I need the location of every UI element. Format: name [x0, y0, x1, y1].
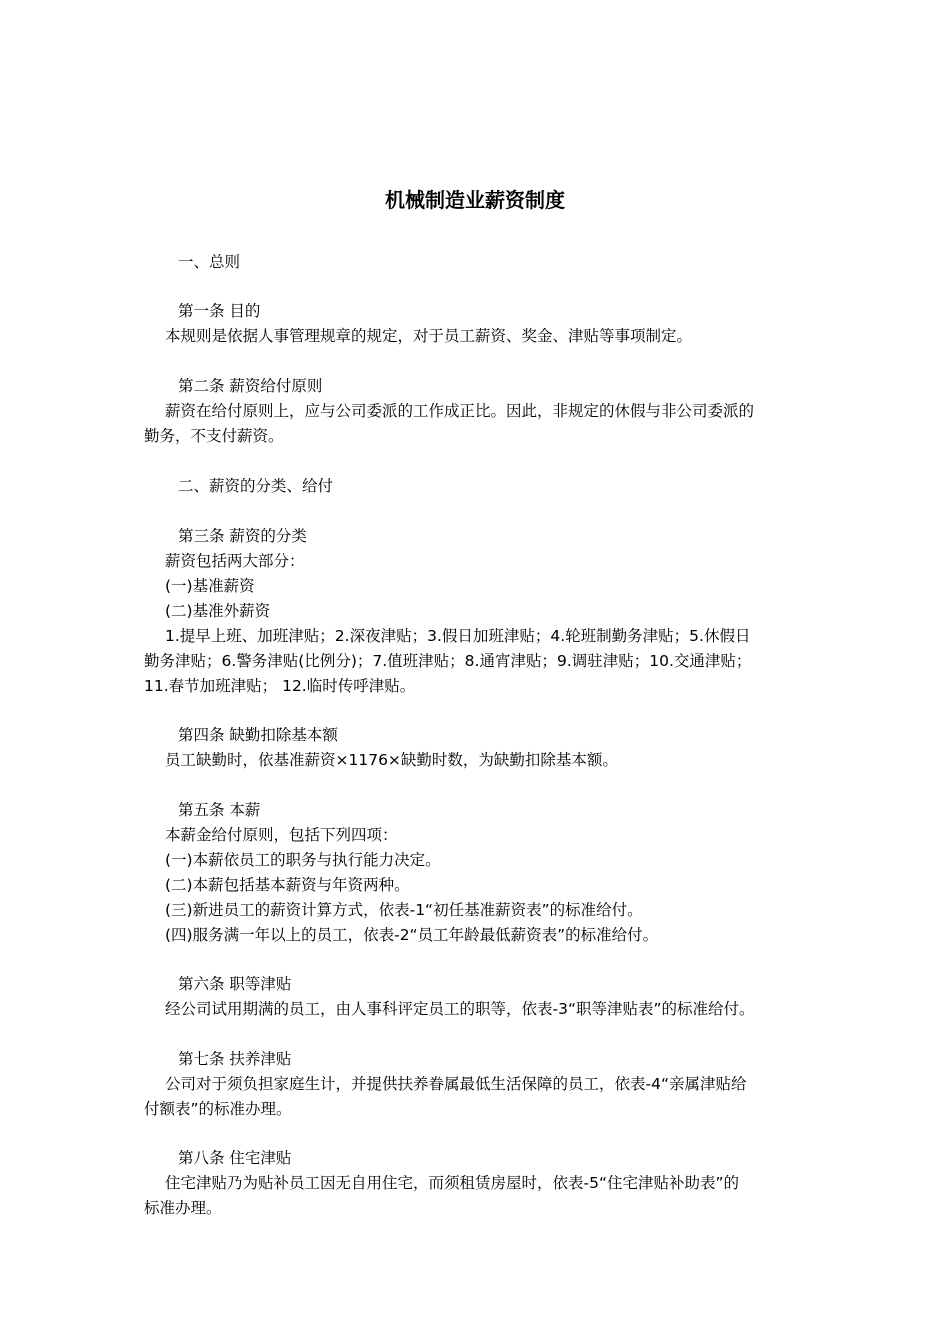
article-5-item-4: (四)服务满一年以上的员工，依表-2“员工年龄最低薪资表”的标准给付。 — [165, 926, 659, 944]
article-3-allowances-line-1: 1.提早上班、加班津贴；2.深夜津贴；3.假日加班津贴；4.轮班制勤务津贴；5.休假日 — [165, 627, 751, 645]
article-2-heading: 第二条 薪资给付原则 — [178, 377, 323, 395]
article-7-text-line-1: 公司对于须负担家庭生计，并提供扶养眷属最低生活保障的员工，依表-4“亲属津贴给 — [165, 1075, 747, 1093]
article-5-heading: 第五条 本薪 — [178, 801, 261, 819]
article-8-text-line-2: 标准办理。 — [144, 1199, 222, 1217]
section-heading-salary-classification: 二、薪资的分类、给付 — [178, 477, 334, 495]
article-5-item-2: (二)本薪包括基本薪资与年资两种。 — [165, 876, 410, 894]
article-8-heading: 第八条 住宅津贴 — [178, 1149, 292, 1167]
article-8-text-line-1: 住宅津贴乃为贴补员工因无自用住宅，而须租赁房屋时，依表-5“住宅津贴补助表”的 — [165, 1174, 740, 1192]
article-1-heading: 第一条 目的 — [178, 302, 261, 320]
document-title: 机械制造业薪资制度 — [385, 188, 565, 212]
article-3-heading: 第三条 薪资的分类 — [178, 527, 307, 545]
article-2-text-line-2: 勤务，不支付薪资。 — [144, 427, 284, 445]
article-7-heading: 第七条 扶养津贴 — [178, 1050, 292, 1068]
article-4-text: 员工缺勤时，依基准薪资×1176×缺勤时数，为缺勤扣除基本额。 — [165, 751, 618, 769]
article-3-item-1: (一)基准薪资 — [165, 577, 255, 595]
article-6-heading: 第六条 职等津贴 — [178, 975, 292, 993]
article-3-allowances-line-2: 勤务津贴；6.警务津贴(比例分)；7.值班津贴；8.通宵津贴；9.调驻津贴；10.交通津贴； — [144, 652, 752, 670]
article-4-heading: 第四条 缺勤扣除基本额 — [178, 726, 338, 744]
article-5-text: 本薪金给付原则，包括下列四项： — [165, 826, 398, 844]
article-7-text-line-2: 付额表”的标准办理。 — [144, 1100, 292, 1118]
article-5-item-3: (三)新进员工的薪资计算方式，依表-1“初任基准薪资表”的标准给付。 — [165, 901, 643, 919]
article-3-item-2: (二)基准外薪资 — [165, 602, 271, 620]
article-3-allowances-line-3: 11.春节加班津贴； 12.临时传呼津贴。 — [144, 677, 416, 695]
article-1-text: 本规则是依据人事管理规章的规定，对于员工薪资、奖金、津贴等事项制定。 — [165, 327, 693, 345]
article-3-text: 薪资包括两大部分： — [165, 552, 305, 570]
article-6-text: 经公司试用期满的员工，由人事科评定员工的职等，依表-3“职等津贴表”的标准给付。 — [165, 1000, 755, 1018]
section-heading-general: 一、总则 — [178, 253, 241, 271]
article-2-text-line-1: 薪资在给付原则上，应与公司委派的工作成正比。因此，非规定的休假与非公司委派的 — [165, 402, 755, 420]
article-5-item-1: (一)本薪依员工的职务与执行能力决定。 — [165, 851, 441, 869]
